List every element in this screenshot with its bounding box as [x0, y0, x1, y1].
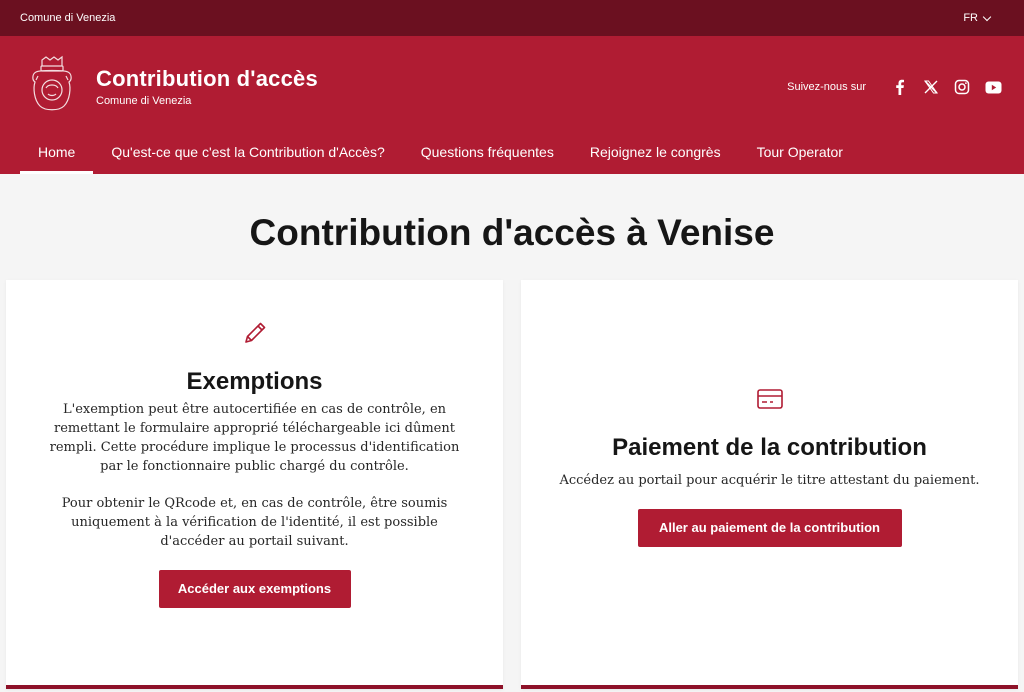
payment-button[interactable]: Aller au paiement de la contribution	[638, 509, 902, 547]
top-bar	[0, 0, 1024, 36]
facebook-icon[interactable]	[889, 76, 911, 98]
exemptions-card	[6, 280, 503, 689]
social-links	[787, 76, 1004, 98]
pencil-icon	[242, 320, 268, 346]
site-subtitle: Comune di Venezia	[96, 95, 192, 107]
language-label: FR	[963, 12, 978, 24]
site-title: Contribution d'accès	[96, 66, 318, 91]
exemptions-heading: Exemptions	[186, 368, 323, 395]
payment-heading: Paiement de la contribution	[612, 434, 927, 461]
payment-text: Accédez au portail pour acquérir le titre attestant du paiement.	[559, 473, 980, 488]
page-title: Contribution d'accès à Venise	[249, 212, 775, 253]
exemptions-qrcode-text: Pour obtenir le QRcode et, en cas de contrôle, être soumis uniquement à la vérification de l'identité, il est possible d'accéder au portail suivant.	[61, 496, 448, 549]
exemptions-text: L'exemption peut être autocertifiée en cas de contrôle, en remettant le formulaire approprié téléchargeable ici dûment rempli. Cette procédure implique le processus d'identification par le fonctionnaire public chargé du contrôle.	[49, 402, 460, 474]
main-nav	[20, 137, 861, 174]
youtube-icon[interactable]	[982, 76, 1004, 98]
chevron-down-icon	[983, 12, 991, 20]
nav-item-congress[interactable]: Rejoignez le congrès	[589, 144, 721, 160]
language-selector[interactable]	[963, 12, 990, 24]
payment-card	[521, 280, 1018, 689]
credit-card-icon	[756, 388, 784, 410]
site-name-link[interactable]: Comune di Venezia	[20, 12, 116, 24]
nav-item-what-is-contribution[interactable]: Qu'est-ce que c'est la Contribution d'Accès?	[111, 144, 385, 160]
instagram-icon[interactable]	[951, 76, 973, 98]
nav-item-home[interactable]: Home	[20, 137, 93, 174]
nav-item-faq[interactable]: Questions fréquentes	[420, 144, 554, 160]
x-icon[interactable]	[920, 76, 942, 98]
site-header	[0, 36, 1024, 174]
nav-item-tour-operator[interactable]: Tour Operator	[756, 144, 843, 160]
brand[interactable]	[96, 66, 318, 107]
coat-of-arms-logo[interactable]	[28, 52, 76, 116]
follow-label: Suivez-nous sur	[787, 81, 866, 93]
exemptions-button[interactable]: Accéder aux exemptions	[159, 570, 351, 608]
